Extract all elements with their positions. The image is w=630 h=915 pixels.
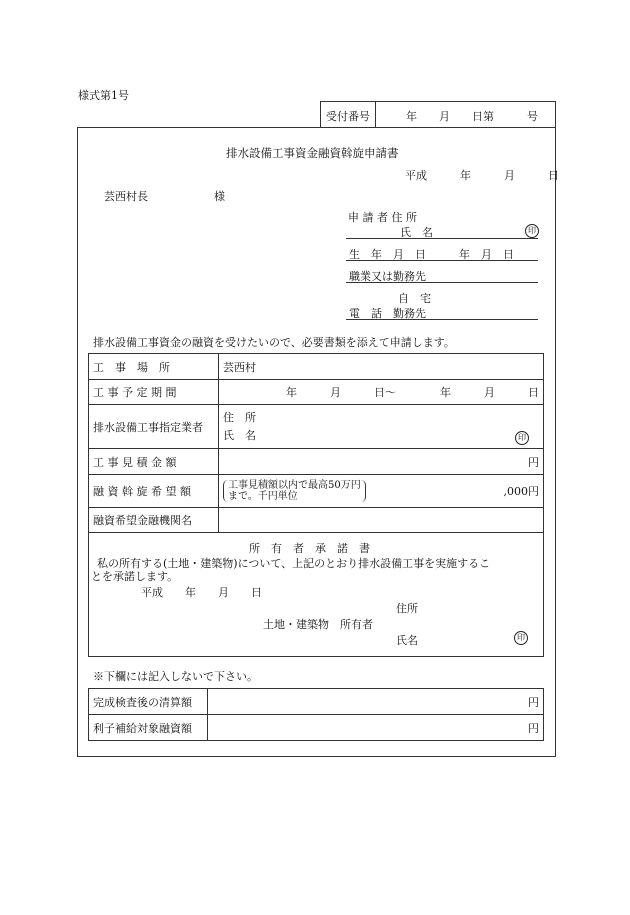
contractor-label: 排水設備工事指定業者: [89, 405, 219, 449]
subsidy-label: 利子補給対象融資額: [89, 715, 208, 741]
consent-text-1: 私の所有する(土地・建築物)について、上記のとおり排水設備工事を実施するこ: [97, 557, 491, 570]
consent-heading: 所 有 者 承 諾 書: [249, 542, 370, 555]
subsidy-row: [89, 715, 544, 741]
loan-note-1: 工事見積額以内で最高50万円: [228, 480, 361, 491]
consent-name: 氏名: [396, 634, 418, 647]
bank-value: [219, 508, 544, 533]
settlement-row: [89, 689, 544, 715]
consent-text-2: とを承諾します。: [91, 570, 179, 583]
form-title: 排水設備工事資金融資斡旋申請書: [226, 146, 399, 160]
loan-unit: ,000円: [503, 485, 539, 498]
estimate-label: 工 事 見 積 金 額: [89, 449, 219, 475]
period-row: [89, 380, 544, 405]
bank-label: 融資希望金融機関名: [89, 508, 219, 533]
applicant-occupation: 職業又は勤務先: [349, 270, 426, 283]
reception-label: 受付番号: [326, 110, 370, 123]
loan-label: 融 資 斡 旋 希 望 額: [89, 475, 219, 508]
owner-seal-icon: 印: [514, 631, 528, 645]
site-label: 工 事 場 所: [89, 354, 219, 380]
consent-address: 住所: [396, 602, 418, 615]
loan-note-2: まで。千円単位: [228, 491, 298, 502]
occupation-line: [346, 282, 538, 283]
addressee: 芸西村長 様: [104, 190, 225, 203]
intro-text: 排水設備工事資金の融資を受けたいので、必要書類を添えて申請します。: [93, 336, 455, 349]
consent-date: 平成 年 月 日: [141, 586, 262, 599]
contractor-cell: [219, 405, 544, 449]
applicant-address-label: 申 請 者 住 所: [348, 211, 417, 224]
form-number: 様式第1号: [78, 89, 129, 102]
loan-note: [223, 480, 366, 502]
applicant-name-label: 氏 名: [400, 226, 433, 239]
site-row: [89, 354, 544, 380]
reception-date: 年 月 日第 号: [406, 110, 538, 123]
applicant-birth: 生 年 月 日 年 月 日: [349, 248, 514, 261]
estimate-unit: 円: [219, 449, 544, 475]
site-value: 芸西村: [219, 354, 544, 380]
applicant-home: 自 宅: [398, 292, 431, 305]
phone-line: [346, 319, 538, 320]
consent-owner: 土地・建築物 所有者: [263, 618, 373, 631]
loan-cell: [219, 475, 544, 508]
consent-cell: [89, 533, 544, 657]
applicant-phone: 電 話 勤務先: [349, 307, 426, 320]
settlement-unit: 円: [208, 689, 544, 715]
contractor-address-label: 住 所: [223, 410, 256, 424]
loan-row: [89, 475, 544, 508]
office-table: [88, 688, 544, 741]
contractor-name-label: 氏 名: [223, 428, 256, 442]
applicant-seal-icon: 印: [525, 224, 539, 238]
applicant-name-line: [346, 238, 538, 239]
office-note: ※下欄には記入しないで下さい。: [93, 670, 258, 683]
application-date: 平成 年 月 日: [405, 169, 559, 182]
contractor-seal-icon: 印: [515, 431, 529, 445]
contractor-row: [89, 405, 544, 449]
period-label: 工 事 予 定 期 間: [89, 380, 219, 405]
period-value: 年 月 日～ 年 月 日: [219, 380, 544, 405]
subsidy-unit: 円: [208, 715, 544, 741]
bank-row: [89, 508, 544, 533]
birth-line: [346, 260, 538, 261]
estimate-row: [89, 449, 544, 475]
reception-divider: [375, 101, 376, 128]
application-table: [88, 353, 544, 657]
settlement-label: 完成検査後の清算額: [89, 689, 208, 715]
consent-row: [89, 533, 544, 657]
